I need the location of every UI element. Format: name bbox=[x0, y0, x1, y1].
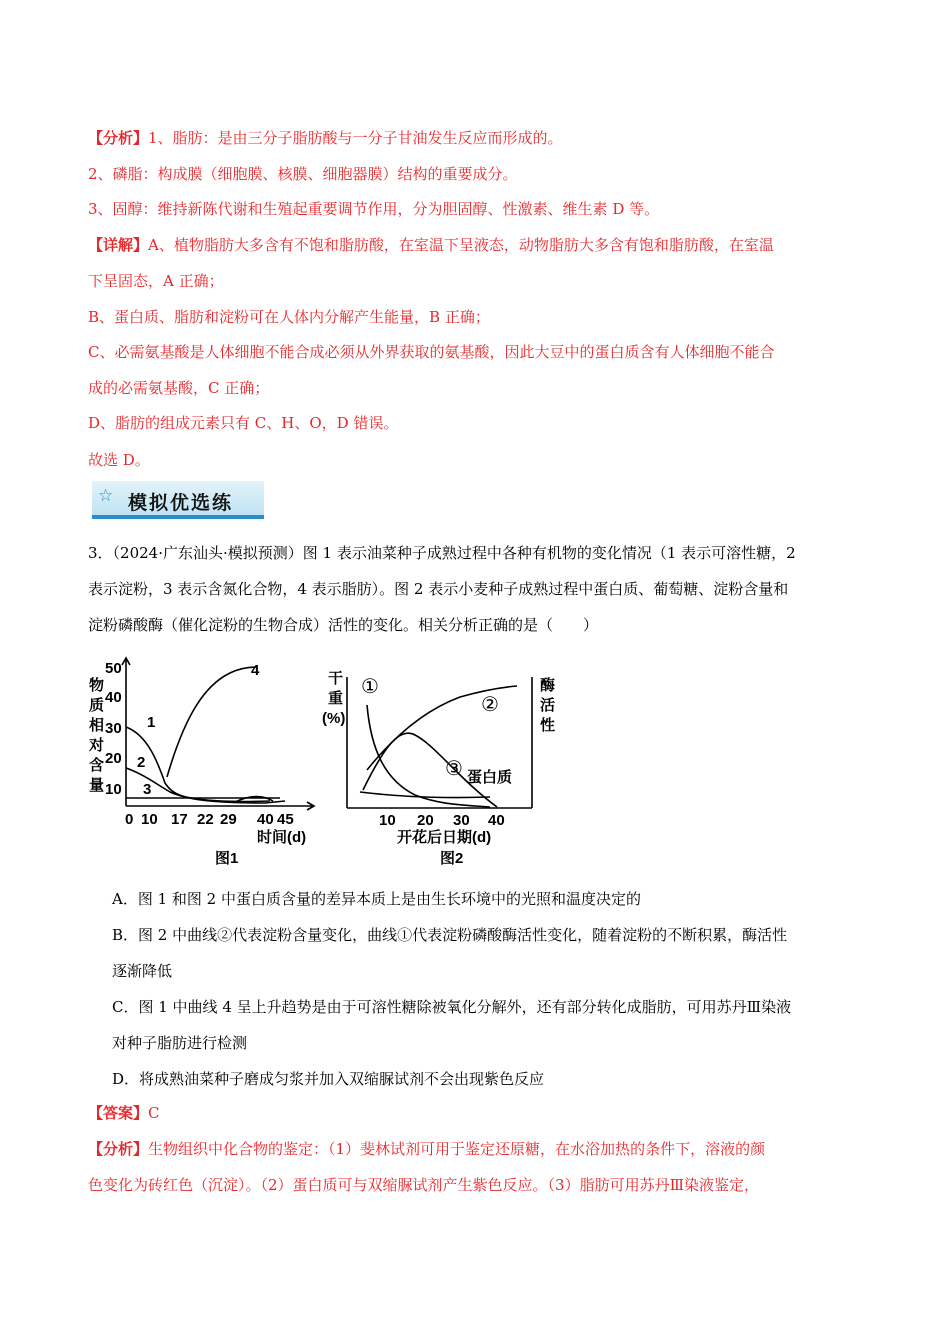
analysis2-line-2: 色变化为砖红色（沉淀）。（2）蛋白质可与双缩脲试剂产生紫色反应。（3）脂肪可用苏丹Ⅲ染液鉴定， bbox=[88, 1176, 760, 1194]
answer-line bbox=[88, 1103, 160, 1123]
fig2-curve-1 bbox=[367, 705, 490, 807]
fig2-ylabel-right-char: 性 bbox=[540, 717, 556, 734]
fig1-xtick: 0 bbox=[125, 811, 134, 828]
option-a: A．图 1 和图 2 中蛋白质含量的差异本质上是由生长环境中的光照和温度决定的 bbox=[112, 890, 641, 908]
analysis-line-1: 【分析】1、脂肪：是由三分子脂肪酸与一分子甘油发生反应而形成的。 bbox=[88, 129, 563, 147]
fig2-xtick: 40 bbox=[488, 812, 505, 829]
fig2-ylabel-char: 重 bbox=[328, 690, 344, 707]
detail-line-5: 成的必需氨基酸，C 正确； bbox=[88, 379, 270, 397]
detail-line-2: 下呈固态，A 正确； bbox=[88, 272, 224, 290]
fig2-xlabel: 开花后日期(d) bbox=[397, 829, 492, 846]
option-c: C．图 1 中曲线 4 呈上升趋势是由于可溶性糖除被氧化分解外，还有部分转化成脂肪，可用苏丹Ⅲ染液 bbox=[112, 998, 792, 1016]
analysis2-tag: 【分析】 bbox=[88, 1140, 149, 1158]
fig2-ylabel-right-char: 活 bbox=[540, 697, 556, 714]
answer-tag: 【答案】 bbox=[88, 1104, 149, 1122]
fig2-ylabel-right-char: 酶 bbox=[540, 677, 556, 694]
fig1-ylabel-char: 量 bbox=[89, 777, 105, 794]
fig2-ylabel-char: 干 bbox=[328, 670, 344, 687]
option-b: B．图 2 中曲线②代表淀粉含量变化，曲线①代表淀粉磷酸酶活性变化，随着淀粉的不断积累，酶活性 bbox=[112, 926, 788, 944]
fig1-ylabel-char: 相 bbox=[89, 717, 105, 734]
fig1-curve-4 bbox=[167, 667, 257, 777]
fig2-xtick: 10 bbox=[379, 812, 396, 829]
fig2-xtick: 30 bbox=[453, 812, 470, 829]
fig1-xtick: 10 bbox=[141, 811, 158, 828]
fig1-xtick: 40 bbox=[257, 811, 274, 828]
fig1-ytick: 30 bbox=[105, 720, 122, 737]
fig2-curve-label: ① bbox=[361, 676, 379, 698]
fig1-ytick: 40 bbox=[105, 689, 122, 706]
answer-value: C bbox=[148, 1104, 160, 1122]
question-line-3: 淀粉磷酸酶（催化淀粉的生物合成）活性的变化。相关分析正确的是（ ） bbox=[88, 616, 599, 634]
fig1-xlabel: 时间(d) bbox=[257, 829, 307, 846]
detail-line-4: C、必需氨基酸是人体细胞不能合成必须从外界获取的氨基酸，因此大豆中的蛋白质含有人体细胞不能合 bbox=[88, 343, 775, 361]
fig1-ylabel-char: 含 bbox=[89, 757, 105, 774]
fig1-xtick: 45 bbox=[277, 811, 294, 828]
question-line-2: 表示淀粉，3 表示含氮化合物，4 表示脂肪）。图 2 表示小麦种子成熟过程中蛋白质、葡萄糖、淀粉含量和 bbox=[88, 580, 789, 598]
fig1-ytick: 50 bbox=[105, 660, 122, 677]
fig1-ylabel-char: 对 bbox=[89, 737, 105, 754]
fig1-curve-label: 3 bbox=[143, 781, 152, 798]
fig1-ylabel-char: 物 bbox=[89, 677, 105, 694]
fig2-curve-label: ③ bbox=[445, 758, 463, 780]
analysis-line-3: 3、固醇：维持新陈代谢和生殖起重要调节作用，分为胆固醇、性激素、维生素 D 等。 bbox=[88, 200, 660, 218]
analysis-tag: 【分析】 bbox=[88, 129, 149, 147]
star-icon: ☆ bbox=[98, 486, 114, 506]
detail-tag: 【详解】 bbox=[88, 236, 149, 254]
fig2-curve-label: 蛋白质 bbox=[467, 769, 513, 786]
detail-line-3: B、蛋白质、脂肪和淀粉可在人体内分解产生能量，B 正确； bbox=[88, 308, 490, 326]
option-c-cont: 对种子脂肪进行检测 bbox=[112, 1034, 248, 1052]
fig1-ylabel-char: 质 bbox=[89, 697, 105, 714]
option-b-cont: 逐渐降低 bbox=[112, 962, 173, 980]
fig1-ytick: 10 bbox=[105, 781, 122, 798]
fig1-xtick: 17 bbox=[171, 811, 188, 828]
detail-line-6: D、脂肪的组成元素只有 C、H、O，D 错误。 bbox=[88, 414, 399, 432]
question-line-1: 3．（2024·广东汕头·模拟预测）图 1 表示油菜种子成熟过程中各种有机物的变化情况（1 表示可溶性糖，2 bbox=[88, 544, 796, 562]
fig1-curve-label: 4 bbox=[251, 662, 260, 679]
fig2-xtick: 20 bbox=[417, 812, 434, 829]
detail-line-1: 【详解】A、植物脂肪大多含有不饱和脂肪酸，在室温下呈液态，动物脂肪大多含有饱和脂肪酸，在室温 bbox=[88, 236, 774, 254]
fig1-xtick: 22 bbox=[197, 811, 214, 828]
fig1-xtick: 29 bbox=[220, 811, 237, 828]
fig1-caption: 图1 bbox=[215, 850, 239, 867]
analysis2-line-1: 【分析】生物组织中化合物的鉴定：（1）斐林试剂可用于鉴定还原糖，在水浴加热的条件下，溶液的颜 bbox=[88, 1140, 766, 1158]
fig2-curve-label: ② bbox=[481, 694, 499, 716]
figures bbox=[85, 655, 645, 870]
analysis-line-2: 2、磷脂：构成膜（细胞膜、核膜、细胞器膜）结构的重要成分。 bbox=[88, 165, 518, 183]
fig2-protein bbox=[360, 792, 490, 798]
fig1-curve-label: 2 bbox=[137, 754, 146, 771]
section-banner bbox=[92, 481, 264, 519]
option-d: D．将成熟油菜种子磨成匀浆并加入双缩脲试剂不会出现紫色反应 bbox=[112, 1070, 545, 1088]
fig2-ylabel-char: (%) bbox=[322, 710, 346, 727]
fig2-caption: 图2 bbox=[440, 850, 464, 867]
detail-conclusion: 故选 D。 bbox=[88, 451, 150, 469]
section-title: 模拟优选练 bbox=[128, 492, 234, 514]
fig1-curve-label: 1 bbox=[147, 714, 156, 731]
fig1-ytick: 20 bbox=[105, 750, 122, 767]
